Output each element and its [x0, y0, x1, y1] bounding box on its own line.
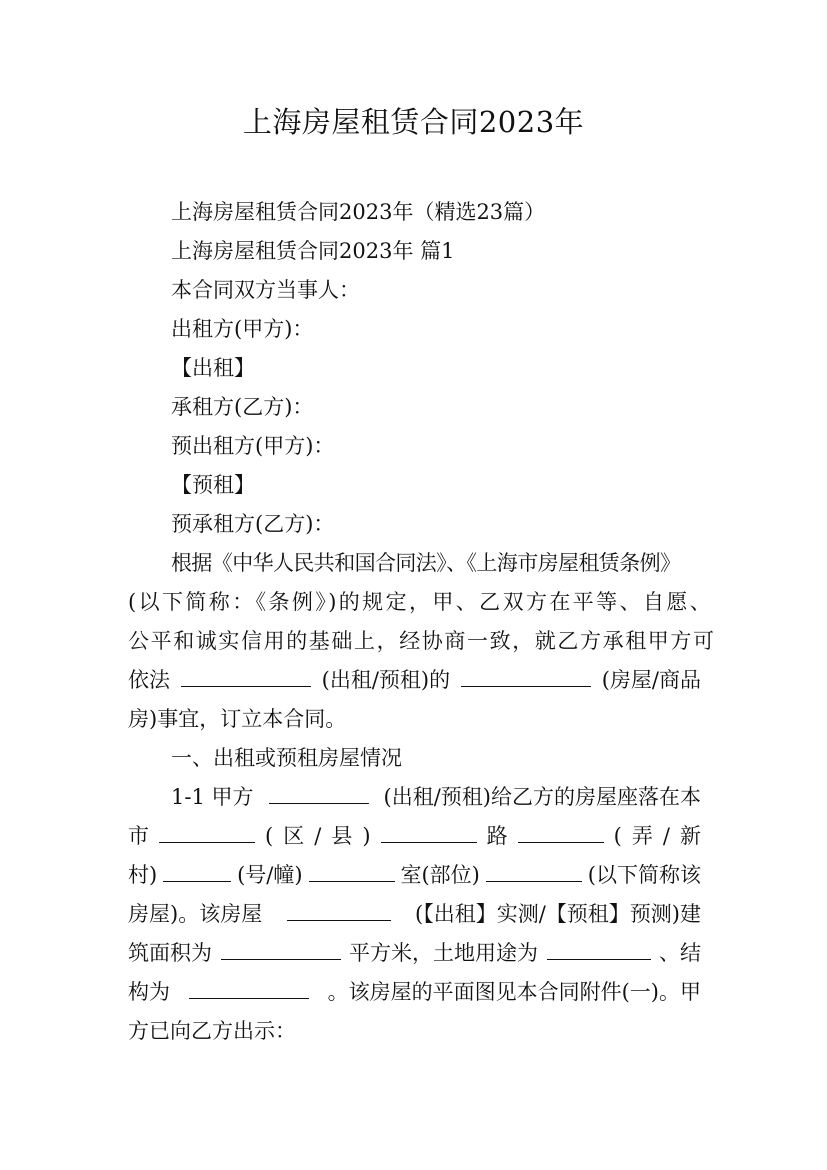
- pre-lessor-label: 预出租方(甲方)：: [171, 434, 335, 458]
- paragraph-text: 路: [486, 824, 508, 848]
- paragraph-text: 平方米，土地用途为: [349, 941, 538, 965]
- paragraph-text: 根据《中华人民共和国合同法》、《上海市房屋租赁条例》: [171, 551, 681, 575]
- paragraph-line: [171, 548, 701, 578]
- section-heading: 一、出租或预租房屋情况: [171, 746, 402, 770]
- blank-field[interactable]: [518, 821, 604, 843]
- subtitle-line: 上海房屋租赁合同2023年（精选23篇）: [171, 200, 546, 224]
- blank-field[interactable]: [547, 938, 651, 960]
- paragraph-text: (房屋/商品: [601, 668, 701, 692]
- paragraph-text: 公平和诚实信用的基础上，经协商一致，就乙方承租甲方可: [128, 629, 716, 653]
- pre-lessee-label: 预承租方(乙方)：: [171, 512, 335, 536]
- blank-field[interactable]: [309, 860, 395, 882]
- paragraph-line: [128, 665, 701, 695]
- lessor-label: 出租方(甲方)：: [171, 317, 314, 341]
- paragraph-text: (出租/预租)的: [321, 668, 451, 692]
- blank-field[interactable]: [221, 938, 341, 960]
- paragraph-text: (: [265, 824, 274, 848]
- paragraph-text: 区: [283, 824, 305, 848]
- paragraph-line: [128, 587, 714, 617]
- paragraph-text: 弄: [631, 824, 653, 848]
- parties-heading: 本合同双方当事人：: [171, 278, 360, 302]
- prelease-tag: 【预租】: [171, 473, 255, 497]
- paragraph-text: /: [314, 824, 322, 848]
- clause-line: [128, 821, 701, 851]
- document-title: 上海房屋租赁合同2023年: [242, 105, 585, 139]
- paragraph-text: 构为: [128, 980, 170, 1004]
- paragraph-text: 依法: [128, 668, 170, 692]
- blank-field[interactable]: [159, 821, 255, 843]
- paragraph-text: /: [662, 824, 670, 848]
- paragraph-text: 。该房屋的平面图见本合同附件(一)。甲: [327, 980, 701, 1004]
- paragraph-line: 房)事宜，订立本合同。: [128, 707, 347, 731]
- clause-line: [128, 938, 701, 968]
- blank-field[interactable]: [163, 860, 231, 882]
- lease-tag: 【出租】: [171, 356, 255, 380]
- paragraph-text: 村): [128, 863, 158, 887]
- paragraph-text: 市: [128, 824, 149, 848]
- clause-line: [128, 860, 701, 890]
- blank-field[interactable]: [486, 860, 582, 882]
- paragraph-text: (出租/预租)给乙方的房屋座落在本: [383, 785, 701, 809]
- lessee-label: 承租方(乙方)：: [171, 395, 314, 419]
- blank-field[interactable]: [181, 665, 311, 687]
- paragraph-text: 县: [331, 824, 353, 848]
- paragraph-text: ): [362, 824, 371, 848]
- clause-line: 方已向乙方出示：: [128, 1019, 296, 1043]
- paragraph-text: (号/幢): [237, 863, 303, 887]
- blank-field[interactable]: [461, 665, 591, 687]
- paragraph-text: (: [613, 824, 622, 848]
- paragraph-text: 新: [679, 824, 701, 848]
- section-heading: 上海房屋租赁合同2023年 篇1: [171, 239, 455, 263]
- clause-line: [171, 782, 701, 812]
- paragraph-text: 房屋)。该房屋: [128, 902, 263, 926]
- paragraph-text: (以下简称该: [587, 863, 701, 887]
- blank-field[interactable]: [269, 782, 369, 804]
- blank-field[interactable]: [189, 977, 309, 999]
- blank-field[interactable]: [287, 899, 391, 921]
- paragraph-text: 1-1 甲方: [171, 785, 254, 809]
- paragraph-text: 筑面积为: [128, 941, 212, 965]
- paragraph-text: 、结: [659, 941, 701, 965]
- clause-line: [128, 977, 701, 1007]
- paragraph-line: [128, 626, 716, 656]
- blank-field[interactable]: [381, 821, 477, 843]
- clause-line: [128, 899, 701, 929]
- paragraph-text: 室(部位): [400, 863, 480, 887]
- paragraph-text: (以下简称：《条例》)的规定，甲、乙双方在平等、自愿、: [128, 590, 714, 614]
- paragraph-text: (【出租】实测/【预租】预测)建: [415, 902, 701, 926]
